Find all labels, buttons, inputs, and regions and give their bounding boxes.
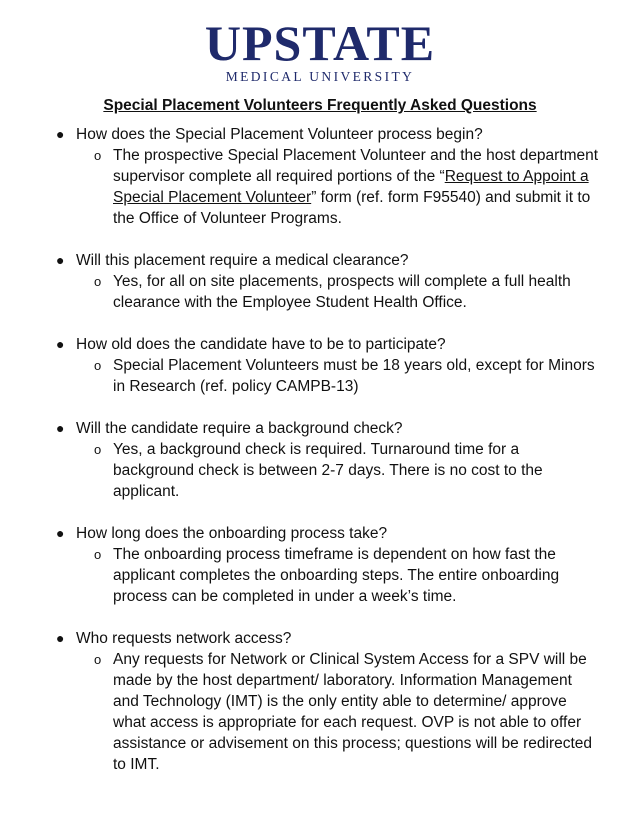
faq-question bbox=[0, 124, 640, 145]
faq-item bbox=[0, 124, 640, 229]
circle-bullet-icon: o bbox=[94, 274, 102, 289]
answer-text: The onboarding process timeframe is dependent on how fast the applicant completes the onboarding steps. The entire onboarding process can be completed in under a week’s time. bbox=[113, 546, 560, 605]
circle-bullet-icon: o bbox=[94, 358, 102, 373]
faq-item bbox=[0, 418, 640, 502]
answer-text: Yes, for all on site placements, prospects will complete a full health clearance with the Employee Student Health Office. bbox=[113, 273, 571, 311]
bullet-icon: ● bbox=[56, 252, 65, 268]
faq-item bbox=[0, 334, 640, 397]
bullet-icon: ● bbox=[56, 336, 65, 352]
bullet-icon: ● bbox=[56, 630, 65, 646]
bullet-icon: ● bbox=[56, 420, 65, 436]
faq-item bbox=[0, 250, 640, 313]
faq-question bbox=[0, 523, 640, 544]
faq-question bbox=[0, 334, 640, 355]
faq-list bbox=[0, 124, 640, 796]
bullet-icon: ● bbox=[56, 525, 65, 541]
circle-bullet-icon: o bbox=[94, 442, 102, 457]
question-text: How does the Special Placement Volunteer process begin? bbox=[76, 126, 483, 143]
faq-answer bbox=[0, 544, 640, 607]
faq-answer bbox=[0, 355, 640, 397]
answer-text: Special Placement Volunteers must be 18 years old, except for Minors in Research (ref. policy CAMPB-13) bbox=[113, 357, 595, 395]
question-text: Will this placement require a medical clearance? bbox=[76, 252, 409, 269]
faq-answer bbox=[0, 439, 640, 502]
question-text: How long does the onboarding process take? bbox=[76, 525, 388, 542]
answer-text-before: The prospective Special Placement Volunteer and the host department supervisor complete all required portions of the “ bbox=[113, 147, 599, 185]
faq-item bbox=[0, 628, 640, 775]
upstate-logo bbox=[0, 15, 640, 85]
circle-bullet-icon: o bbox=[94, 652, 102, 667]
form-link[interactable]: Request to Appoint a Special Placement Volunteer bbox=[113, 168, 589, 206]
question-text: How old does the candidate have to be to participate? bbox=[76, 336, 446, 353]
circle-bullet-icon: o bbox=[94, 547, 102, 562]
faq-question bbox=[0, 418, 640, 439]
faq-question bbox=[0, 250, 640, 271]
faq-question bbox=[0, 628, 640, 649]
circle-bullet-icon: o bbox=[94, 148, 102, 163]
answer-text: Any requests for Network or Clinical System Access for a SPV will be made by the host department/ laboratory. Information Management and Technology (IMT) is the only entity able to determine/ approve what access is appropriate for each request. OVP is not able to offer assistance or advisement on this process; questions will be redirected to IMT. bbox=[113, 651, 593, 773]
question-text: Will the candidate require a background check? bbox=[76, 420, 403, 437]
logo-wordmark: UPSTATE bbox=[204, 15, 436, 71]
answer-text: Yes, a background check is required. Turnaround time for a background check is between 2-7 days. There is no cost to the applicant. bbox=[113, 441, 543, 500]
logo-subtitle: MEDICAL UNIVERSITY bbox=[225, 69, 415, 84]
answer-text-after: ” form (ref. form F95540) and submit it to the Office of Volunteer Programs. bbox=[113, 189, 591, 227]
bullet-icon: ● bbox=[56, 126, 65, 142]
faq-answer bbox=[0, 145, 640, 229]
question-text: Who requests network access? bbox=[76, 630, 292, 647]
faq-answer bbox=[0, 271, 640, 313]
faq-item bbox=[0, 523, 640, 607]
faq-answer bbox=[0, 649, 640, 775]
document-title: Special Placement Volunteers Frequently Asked Questions bbox=[103, 97, 537, 114]
